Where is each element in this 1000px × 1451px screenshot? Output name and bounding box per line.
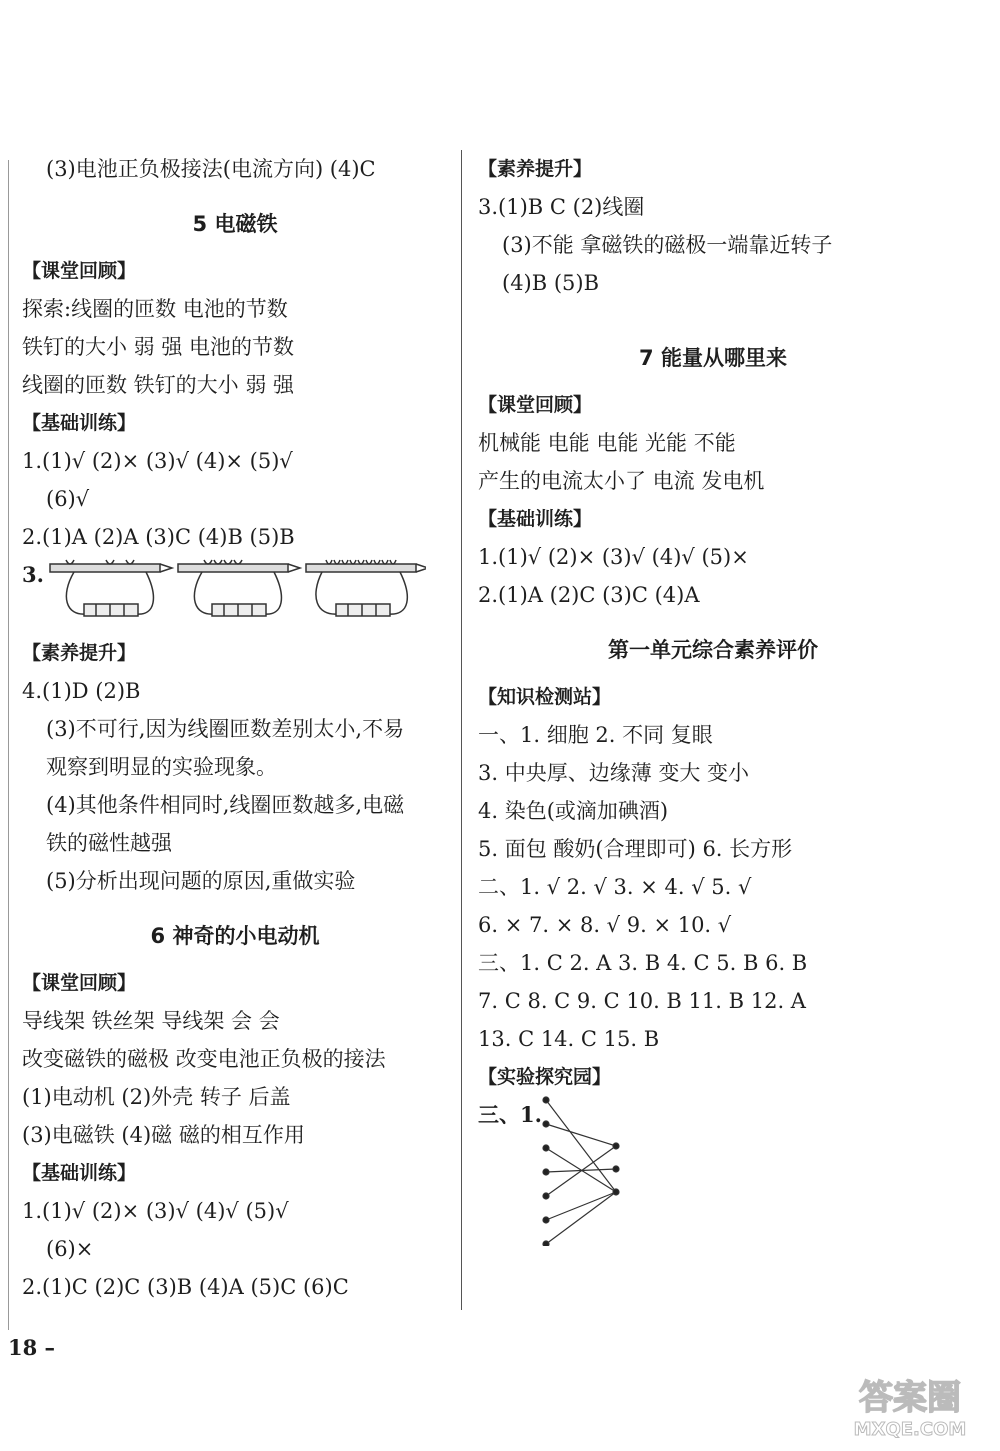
electromagnet-diagram-2 [178, 560, 300, 616]
answer-line: (5)分析出现问题的原因,重做实验 [46, 869, 356, 893]
basic-training-tag: 【基础训练】 [478, 508, 593, 530]
matching-answer [478, 1096, 948, 1246]
electromagnet-figure-row [22, 556, 448, 634]
answer-line: 2.(1)A (2)A (3)C (4)B (5)B [22, 525, 295, 549]
electromagnet-diagrams [46, 556, 426, 634]
answer-line: 三、1. C 2. A 3. B 4. C 5. B 6. B [478, 951, 808, 975]
answer-line: 5. 面包 酸奶(合理即可) 6. 长方形 [478, 837, 793, 861]
knowledge-check-tag: 【知识检测站】 [478, 686, 612, 708]
answer-line: 2.(1)A (2)C (3)C (4)A [478, 583, 700, 607]
answer-line: 观察到明显的实验现象。 [46, 755, 277, 779]
section-6-title: 6 神奇的小电动机 [150, 924, 320, 948]
basic-training-tag: 【基础训练】 [22, 1162, 137, 1184]
answer-line: 2.(1)C (2)C (3)B (4)A (5)C (6)C [22, 1275, 349, 1299]
answer-line: (3)电磁铁 (4)磁 磁的相互作用 [22, 1123, 305, 1147]
unit-evaluation-title: 第一单元综合素养评价 [608, 638, 818, 662]
experiment-tag: 【实验探究园】 [478, 1066, 612, 1088]
watermark-logo [830, 1371, 990, 1441]
answer-line: 4.(1)D (2)B [22, 679, 141, 703]
answer-line: 13. C 14. C 15. B [478, 1027, 660, 1051]
answer-line: 一、1. 细胞 2. 不同 复眼 [478, 723, 713, 747]
watermark-line2: MXQE.COM [853, 1419, 967, 1440]
answer-line: (4)其他条件相同时,线圈匝数越多,电磁 [46, 793, 405, 817]
improve-tag: 【素养提升】 [478, 158, 593, 180]
answer-line: 铁钉的大小 弱 强 电池的节数 [22, 335, 295, 359]
question-number: 三、1. [478, 1102, 542, 1127]
review-tag: 【课堂回顾】 [22, 260, 137, 282]
column-divider [461, 150, 462, 1310]
answer-line: (4)B (5)B [502, 271, 600, 295]
left-margin-rule [8, 160, 9, 1330]
matching-lines-diagram [542, 1096, 662, 1246]
answer-line: 3.(1)B C (2)线圈 [478, 195, 645, 219]
answer-line: 二、1. √ 2. √ 3. × 4. √ 5. √ [478, 875, 752, 899]
electromagnet-diagram-3 [306, 560, 426, 616]
basic-training-tag: 【基础训练】 [22, 412, 137, 434]
answer-line: (6)× [46, 1237, 94, 1261]
answer-line: 4. 染色(或滴加碘酒) [478, 799, 669, 823]
answer-line: 机械能 电能 电能 光能 不能 [478, 431, 736, 455]
answer-line: (3)电池正负极接法(电流方向) (4)C [46, 157, 376, 181]
answer-line: 铁的磁性越强 [46, 831, 172, 855]
right-column [478, 150, 948, 1246]
answer-line: (1)电动机 (2)外壳 转子 后盖 [22, 1085, 291, 1109]
section-5-title: 5 电磁铁 [192, 212, 278, 236]
answer-line: 3. 中央厚、边缘薄 变大 变小 [478, 761, 750, 785]
answer-line: 1.(1)√ (2)× (3)√ (4)√ (5)√ [22, 1199, 289, 1223]
answer-line: 7. C 8. C 9. C 10. B 11. B 12. A [478, 989, 806, 1013]
watermark-line1: 答案圈 [859, 1378, 961, 1418]
answer-line: 改变磁铁的磁极 改变电池正负极的接法 [22, 1047, 386, 1071]
answer-line: 探索:线圈的匝数 电池的节数 [22, 297, 288, 321]
section-7-title: 7 能量从哪里来 [639, 346, 787, 370]
answer-line: (6)√ [46, 487, 90, 511]
answer-line: 1.(1)√ (2)× (3)√ (4)× (5)√ [22, 449, 293, 473]
page-number: 18 – [8, 1335, 56, 1360]
answer-line: 产生的电流太小了 电流 发电机 [478, 469, 765, 493]
question-number: 3. [22, 562, 44, 587]
answer-line: 导线架 铁丝架 导线架 会 会 [22, 1009, 280, 1033]
answer-line: (3)不可行,因为线圈匝数差别太小,不易 [46, 717, 405, 741]
electromagnet-diagram-1 [50, 560, 172, 616]
answer-line: 6. × 7. × 8. √ 9. × 10. √ [478, 913, 732, 937]
review-tag: 【课堂回顾】 [22, 972, 137, 994]
review-tag: 【课堂回顾】 [478, 394, 593, 416]
answer-line: 线圈的匝数 铁钉的大小 弱 强 [22, 373, 295, 397]
answer-line: 1.(1)√ (2)× (3)√ (4)√ (5)× [478, 545, 749, 569]
answer-line: (3)不能 拿磁铁的磁极一端靠近转子 [502, 233, 833, 257]
left-column [22, 150, 448, 1306]
improve-tag: 【素养提升】 [22, 642, 137, 664]
